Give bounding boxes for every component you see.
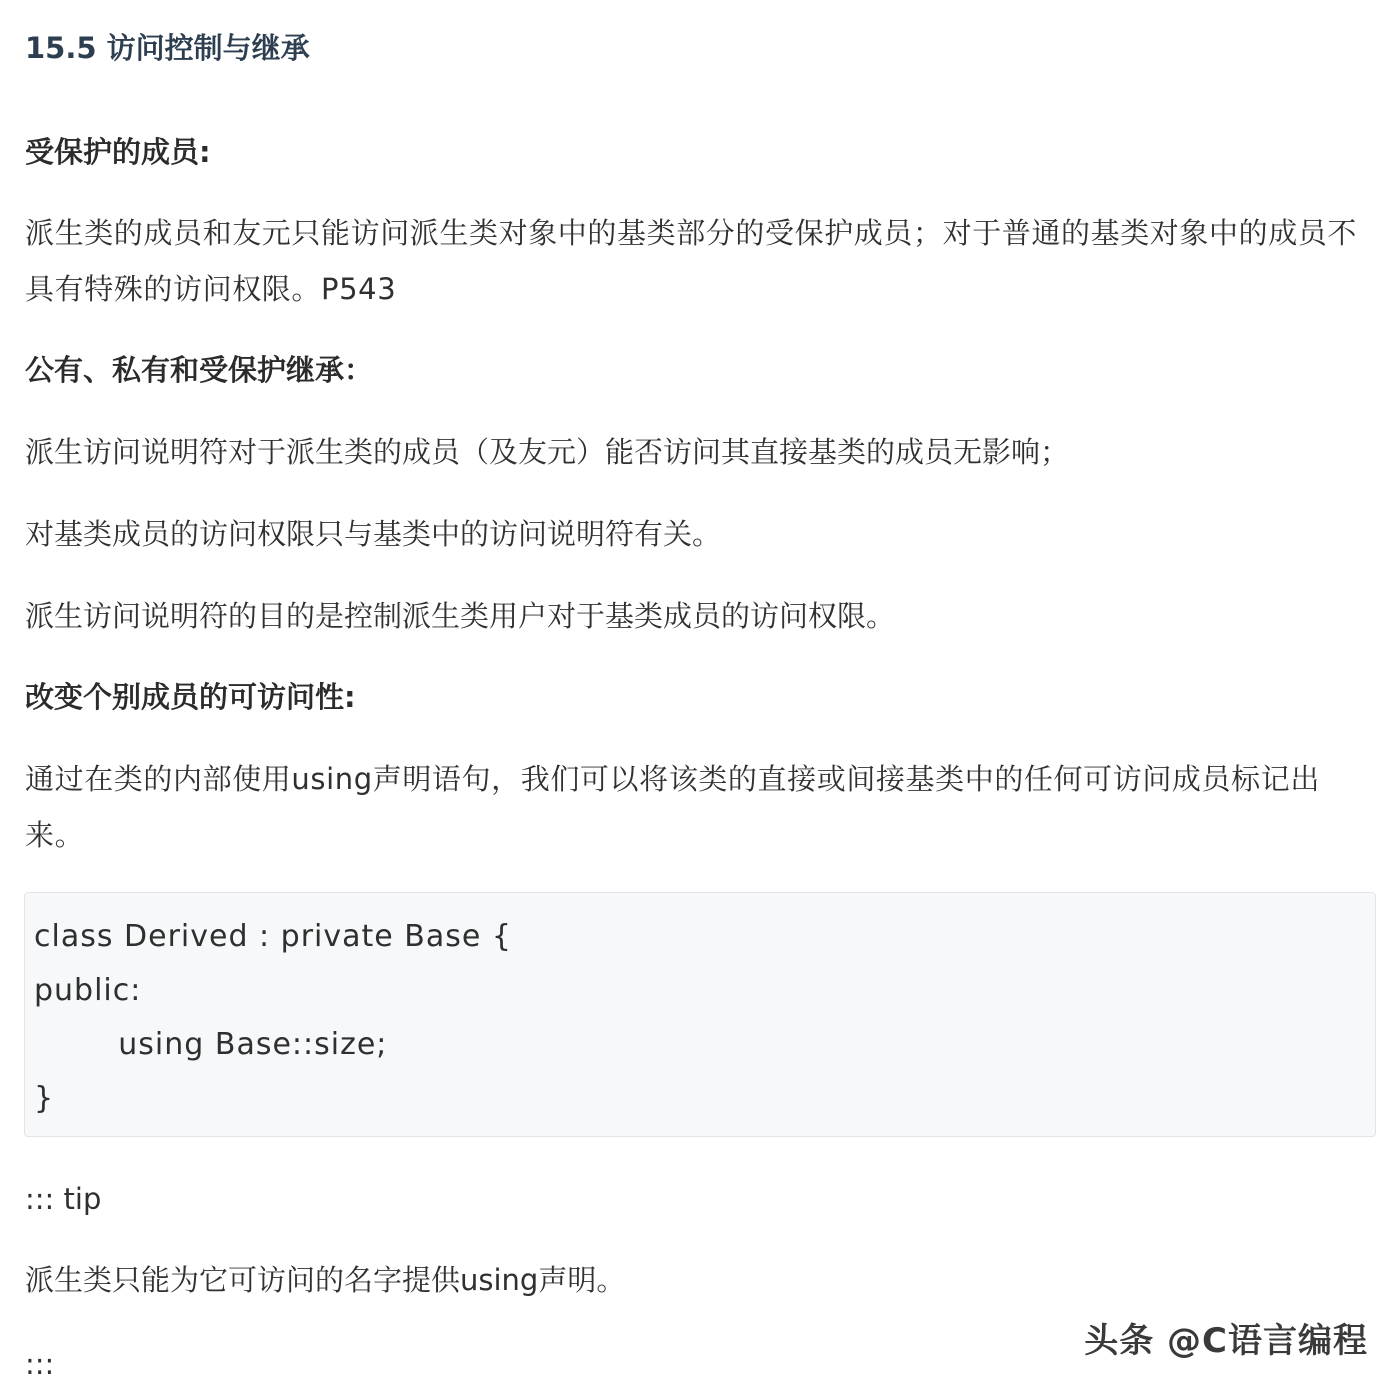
accessibility-heading: 改变个别成员的可访问性: — [25, 680, 356, 714]
protected-members-heading: 受保护的成员: — [25, 135, 211, 169]
tip-text: 派生类只能为它可访问的名字提供using声明。 — [25, 1263, 626, 1297]
code-line-1: class Derived : private Base { — [34, 919, 512, 954]
code-block — [24, 892, 1376, 1137]
code-line-4: } — [34, 1081, 55, 1116]
tip-open-marker: ::: tip — [25, 1182, 102, 1216]
code-line-3: using Base::size; — [34, 1027, 388, 1062]
code-line-2: public: — [34, 973, 142, 1008]
inheritance-paragraph-2: 对基类成员的访问权限只与基类中的访问说明符有关。 — [25, 517, 722, 551]
protected-members-paragraph: 派生类的成员和友元只能访问派生类对象中的基类部分的受保护成员；对于普通的基类对象中的成员不具有特殊的访问权限。P543 — [25, 216, 1358, 306]
inheritance-paragraph-3: 派生访问说明符的目的是控制派生类用户对于基类成员的访问权限。 — [25, 599, 896, 633]
tip-close-marker: ::: — [25, 1347, 55, 1381]
section-title: 15.5 访问控制与继承 — [25, 31, 310, 65]
inheritance-heading: 公有、私有和受保护继承： — [25, 353, 374, 387]
watermark: 头条 @C语言编程 — [1084, 1321, 1368, 1361]
accessibility-paragraph: 通过在类的内部使用using声明语句，我们可以将该类的直接或间接基类中的任何可访问成员标记出来。 — [25, 762, 1320, 852]
inheritance-paragraph-1: 派生访问说明符对于派生类的成员（及友元）能否访问其直接基类的成员无影响； — [25, 435, 1070, 469]
